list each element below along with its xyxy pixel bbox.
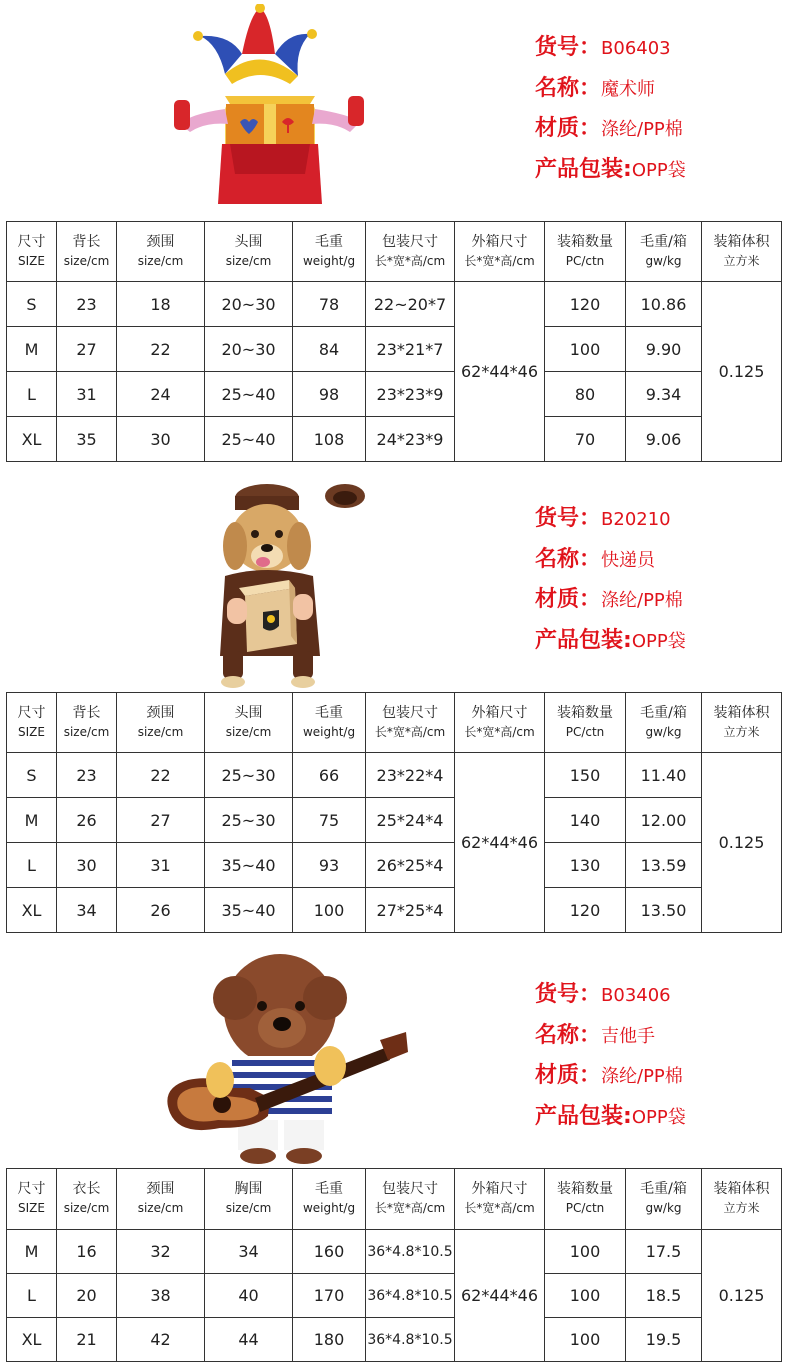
cell-qty: 120	[545, 888, 626, 933]
header-pack-size: 包装尺寸 长*宽*高/cm	[366, 693, 455, 753]
product-info-guitarist	[535, 975, 686, 1137]
header-carton-size: 外箱尺寸 长*宽*高/cm	[455, 693, 545, 753]
cell-carton-size: 62*44*46	[455, 1230, 545, 1362]
header-carton-size: 外箱尺寸 长*宽*高/cm	[455, 1169, 545, 1230]
cell-size: S	[7, 282, 57, 327]
cell-volume: 0.125	[702, 1230, 782, 1362]
header-neck: 颈围 size/cm	[117, 693, 205, 753]
info-material: 材质：涤纶/PP棉	[535, 1063, 683, 1088]
header-size: 尺寸 SIZE	[7, 693, 57, 753]
header-head: 头围 size/cm	[205, 693, 293, 753]
info-packaging: 产品包装:OPP袋	[535, 627, 686, 653]
cell-length: 35	[57, 417, 117, 462]
table-row	[7, 417, 782, 462]
header-weight: 毛重 weight/g	[293, 1169, 366, 1230]
cell-head: 20~30	[205, 282, 293, 327]
cell-pack-size: 23*22*4	[366, 753, 455, 798]
cell-chest: 44	[205, 1318, 293, 1362]
product-section-magician	[0, 0, 790, 462]
cell-pack-size: 27*25*4	[366, 888, 455, 933]
cell-head: 25~30	[205, 798, 293, 843]
table-header-row	[7, 693, 782, 753]
cell-pack-size: 26*25*4	[366, 843, 455, 888]
cell-size: XL	[7, 888, 57, 933]
info-sku: 货号：B20210	[535, 506, 671, 531]
cell-qty: 100	[545, 327, 626, 372]
header-size: 尺寸 SIZE	[7, 1169, 57, 1230]
cell-neck: 22	[117, 753, 205, 798]
cell-size: XL	[7, 1318, 57, 1362]
header-volume: 装箱体积 立方米	[702, 222, 782, 282]
info-name: 名称：魔术师	[535, 75, 656, 101]
cell-weight: 100	[293, 888, 366, 933]
cell-qty: 140	[545, 798, 626, 843]
table-row	[7, 798, 782, 843]
header-length: 背长 size/cm	[57, 693, 117, 753]
header-length: 背长 size/cm	[57, 222, 117, 282]
info-material: 材质：涤纶/PP棉	[535, 587, 683, 612]
cell-qty: 150	[545, 753, 626, 798]
cell-size: L	[7, 1274, 57, 1318]
cell-volume: 0.125	[702, 753, 782, 933]
cell-weight: 160	[293, 1230, 366, 1274]
info-sku: 货号：B06403	[535, 35, 671, 60]
table-row	[7, 888, 782, 933]
cell-size: M	[7, 327, 57, 372]
info-packaging: 产品包装:OPP袋	[535, 1103, 686, 1129]
header-pack-size: 包装尺寸 长*宽*高/cm	[366, 222, 455, 282]
cell-length: 23	[57, 753, 117, 798]
cell-gw: 13.59	[626, 843, 702, 888]
cell-weight: 98	[293, 372, 366, 417]
cell-weight: 180	[293, 1318, 366, 1362]
cell-gw: 9.34	[626, 372, 702, 417]
magician-costume-photo	[170, 4, 370, 209]
spec-table-courier	[6, 692, 782, 933]
info-packaging: 产品包装:OPP袋	[535, 156, 686, 182]
header-gw: 毛重/箱 gw/kg	[626, 693, 702, 753]
cell-head: 35~40	[205, 843, 293, 888]
cell-size: M	[7, 798, 57, 843]
table-row	[7, 372, 782, 417]
cell-chest: 40	[205, 1274, 293, 1318]
cell-qty: 120	[545, 282, 626, 327]
cell-length: 26	[57, 798, 117, 843]
cell-head: 35~40	[205, 888, 293, 933]
cell-qty: 130	[545, 843, 626, 888]
cell-weight: 170	[293, 1274, 366, 1318]
cell-neck: 22	[117, 327, 205, 372]
cell-gw: 9.90	[626, 327, 702, 372]
header-length: 衣长 size/cm	[57, 1169, 117, 1230]
cell-head: 25~40	[205, 417, 293, 462]
product-info-magician	[535, 28, 686, 190]
guitarist-costume-photo	[160, 948, 410, 1168]
cell-neck: 38	[117, 1274, 205, 1318]
product-section-courier	[0, 470, 790, 932]
courier-costume-photo	[205, 476, 370, 691]
cell-length: 31	[57, 372, 117, 417]
cell-length: 16	[57, 1230, 117, 1274]
header-weight: 毛重 weight/g	[293, 693, 366, 753]
cell-gw: 10.86	[626, 282, 702, 327]
info-material: 材质：涤纶/PP棉	[535, 116, 683, 141]
cell-neck: 26	[117, 888, 205, 933]
cell-pack-size: 36*4.8*10.5	[366, 1274, 455, 1318]
cell-size: M	[7, 1230, 57, 1274]
cell-pack-size: 23*21*7	[366, 327, 455, 372]
product-section-guitarist	[0, 944, 790, 1369]
header-pack-size: 包装尺寸 长*宽*高/cm	[366, 1169, 455, 1230]
cell-weight: 75	[293, 798, 366, 843]
header-neck: 颈围 size/cm	[117, 1169, 205, 1230]
table-row	[7, 327, 782, 372]
cell-volume: 0.125	[702, 282, 782, 462]
header-qty: 装箱数量 PC/ctn	[545, 693, 626, 753]
table-header-row	[7, 1169, 782, 1230]
info-name: 名称：吉他手	[535, 1022, 656, 1048]
header-carton-size: 外箱尺寸 长*宽*高/cm	[455, 222, 545, 282]
table-row	[7, 843, 782, 888]
cell-carton-size: 62*44*46	[455, 753, 545, 933]
cell-neck: 32	[117, 1230, 205, 1274]
cell-gw: 12.00	[626, 798, 702, 843]
cell-chest: 34	[205, 1230, 293, 1274]
cell-length: 27	[57, 327, 117, 372]
cell-weight: 108	[293, 417, 366, 462]
cell-weight: 84	[293, 327, 366, 372]
cell-gw: 17.5	[626, 1230, 702, 1274]
table-header-row	[7, 222, 782, 282]
cell-qty: 80	[545, 372, 626, 417]
cell-neck: 31	[117, 843, 205, 888]
cell-neck: 18	[117, 282, 205, 327]
table-row	[7, 753, 782, 798]
product-info-courier	[535, 499, 686, 661]
header-volume: 装箱体积 立方米	[702, 1169, 782, 1230]
cell-pack-size: 36*4.8*10.5	[366, 1230, 455, 1274]
cell-weight: 93	[293, 843, 366, 888]
cell-pack-size: 36*4.8*10.5	[366, 1318, 455, 1362]
table-row	[7, 1274, 782, 1318]
table-row	[7, 1230, 782, 1274]
header-volume: 装箱体积 立方米	[702, 693, 782, 753]
cell-size: L	[7, 843, 57, 888]
cell-carton-size: 62*44*46	[455, 282, 545, 462]
cell-weight: 66	[293, 753, 366, 798]
cell-head: 25~30	[205, 753, 293, 798]
header-weight: 毛重 weight/g	[293, 222, 366, 282]
cell-qty: 100	[545, 1274, 626, 1318]
cell-length: 20	[57, 1274, 117, 1318]
cell-size: XL	[7, 417, 57, 462]
cell-gw: 13.50	[626, 888, 702, 933]
cell-neck: 42	[117, 1318, 205, 1362]
info-name: 名称：快递员	[535, 546, 656, 572]
header-chest: 胸围 size/cm	[205, 1169, 293, 1230]
cell-gw: 18.5	[626, 1274, 702, 1318]
table-row	[7, 1318, 782, 1362]
cell-length: 23	[57, 282, 117, 327]
cell-pack-size: 23*23*9	[366, 372, 455, 417]
cell-head: 25~40	[205, 372, 293, 417]
cell-length: 30	[57, 843, 117, 888]
header-neck: 颈围 size/cm	[117, 222, 205, 282]
cell-gw: 11.40	[626, 753, 702, 798]
cell-qty: 100	[545, 1230, 626, 1274]
cell-gw: 9.06	[626, 417, 702, 462]
table-row	[7, 282, 782, 327]
header-gw: 毛重/箱 gw/kg	[626, 222, 702, 282]
cell-pack-size: 24*23*9	[366, 417, 455, 462]
spec-table-magician	[6, 221, 782, 462]
header-head: 头围 size/cm	[205, 222, 293, 282]
header-gw: 毛重/箱 gw/kg	[626, 1169, 702, 1230]
cell-neck: 30	[117, 417, 205, 462]
cell-length: 21	[57, 1318, 117, 1362]
info-sku: 货号：B03406	[535, 982, 671, 1007]
header-size: 尺寸 SIZE	[7, 222, 57, 282]
cell-weight: 78	[293, 282, 366, 327]
cell-neck: 24	[117, 372, 205, 417]
cell-size: L	[7, 372, 57, 417]
cell-gw: 19.5	[626, 1318, 702, 1362]
cell-qty: 70	[545, 417, 626, 462]
cell-pack-size: 22~20*7	[366, 282, 455, 327]
header-qty: 装箱数量 PC/ctn	[545, 222, 626, 282]
cell-pack-size: 25*24*4	[366, 798, 455, 843]
cell-head: 20~30	[205, 327, 293, 372]
header-qty: 装箱数量 PC/ctn	[545, 1169, 626, 1230]
cell-length: 34	[57, 888, 117, 933]
cell-size: S	[7, 753, 57, 798]
spec-table-guitarist	[6, 1168, 782, 1362]
cell-neck: 27	[117, 798, 205, 843]
cell-qty: 100	[545, 1318, 626, 1362]
